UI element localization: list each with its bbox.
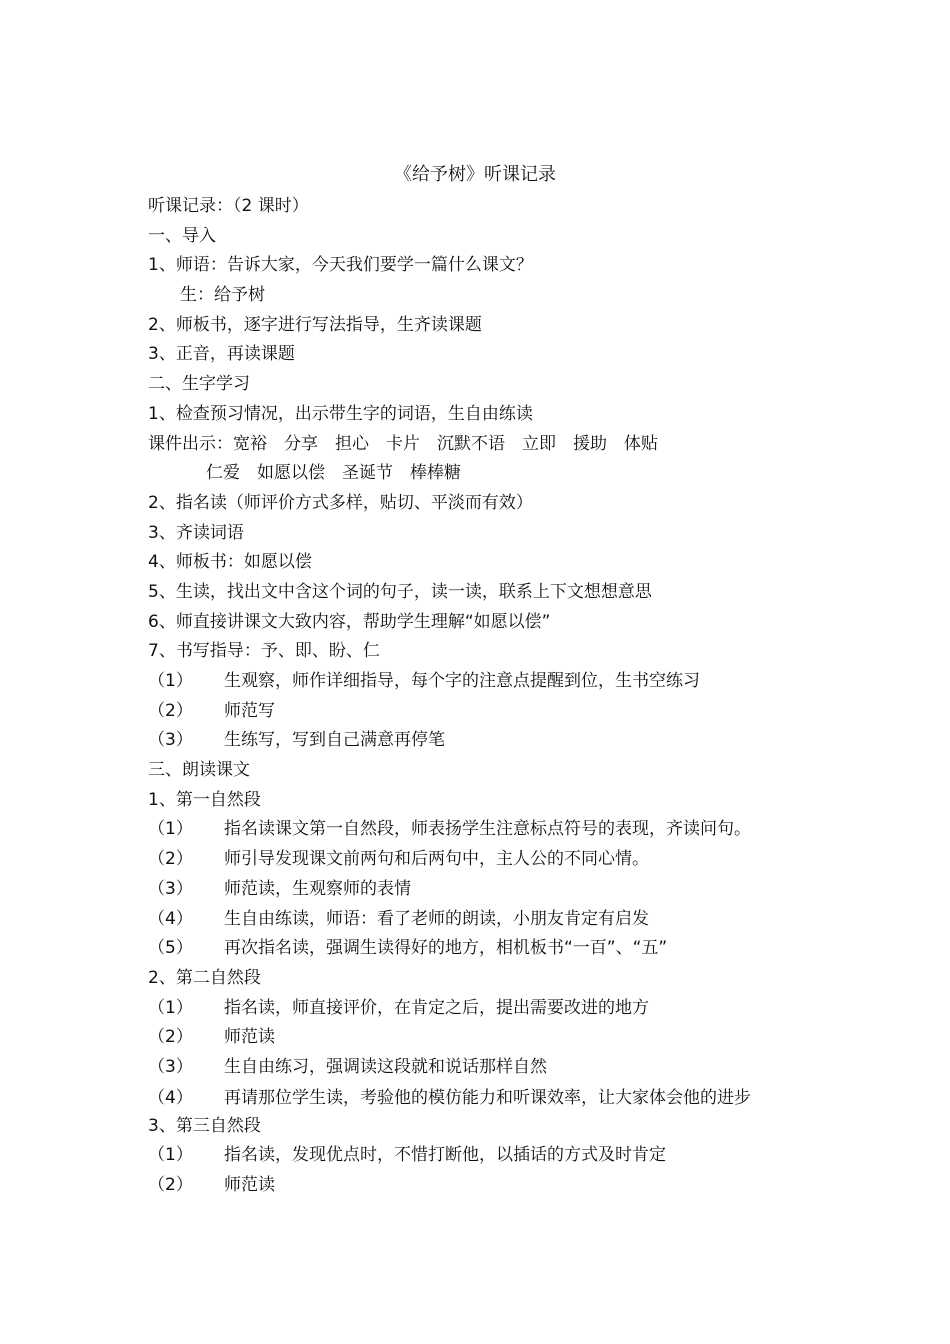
text-line bbox=[148, 786, 828, 816]
text-line bbox=[148, 905, 828, 935]
line-text: 指名读，师直接评价，在肯定之后，提出需要改进的地方 bbox=[224, 997, 649, 1018]
item-number: （3） bbox=[148, 1056, 193, 1077]
item-number: （2） bbox=[148, 849, 193, 870]
text-line bbox=[148, 1171, 828, 1201]
line-text: 3、第三自然段 bbox=[148, 1115, 261, 1136]
text-line bbox=[148, 667, 828, 697]
line-text: 生：给予树 bbox=[180, 285, 265, 306]
text-line bbox=[148, 934, 828, 964]
line-text: 7、书写指导：予、即、盼、仁 bbox=[148, 641, 380, 662]
text-line bbox=[148, 430, 828, 460]
line-text: 一、导入 bbox=[148, 225, 216, 246]
item-number: （4） bbox=[148, 908, 193, 929]
text-line bbox=[148, 608, 828, 638]
line-text: 课件出示：宽裕 分享 担心 卡片 沉默不语 立即 援助 体贴 bbox=[148, 433, 658, 454]
line-text: 仁爱 如愿以偿 圣诞节 棒棒糖 bbox=[206, 463, 461, 484]
line-text: 听课记录：（2 课时） bbox=[148, 196, 309, 216]
line-text: 师范写 bbox=[224, 700, 275, 721]
line-text: 师范读 bbox=[224, 1175, 275, 1195]
line-text: 1、第一自然段 bbox=[148, 789, 261, 810]
text-line bbox=[148, 578, 828, 608]
line-text: 1、检查预习情况，出示带生字的词语，生自由练读 bbox=[148, 403, 533, 424]
line-text: 师范读，生观察师的表情 bbox=[224, 878, 411, 899]
text-line bbox=[148, 756, 828, 786]
line-text: 2、师板书，逐字进行写法指导，生齐读课题 bbox=[148, 314, 482, 335]
text-line bbox=[148, 697, 828, 727]
item-number: （4） bbox=[148, 1087, 193, 1108]
text-line bbox=[148, 1023, 828, 1053]
line-text: 二、生字学习 bbox=[148, 374, 250, 395]
document-title: 《给予树》听课记录 bbox=[394, 164, 556, 185]
item-number: （1） bbox=[148, 671, 193, 691]
line-text: 再请那位学生读，考验他的模仿能力和听课效率，让大家体会他的进步 bbox=[224, 1087, 751, 1108]
line-text: 3、齐读词语 bbox=[148, 522, 244, 543]
text-line bbox=[148, 459, 828, 489]
text-line bbox=[148, 815, 828, 845]
item-number: （5） bbox=[148, 938, 193, 959]
item-number: （3） bbox=[148, 878, 193, 899]
text-line bbox=[148, 726, 828, 756]
text-line bbox=[148, 1053, 828, 1083]
item-number: （1） bbox=[148, 1145, 193, 1166]
text-line bbox=[148, 489, 828, 519]
text-line bbox=[148, 1083, 828, 1112]
item-number: （1） bbox=[148, 819, 193, 840]
line-text: 5、生读，找出文中含这个词的句子，读一读，联系上下文想想意思 bbox=[148, 581, 652, 602]
line-text: 4、师板书：如愿以偿 bbox=[148, 552, 312, 573]
text-line bbox=[148, 964, 828, 994]
text-line bbox=[148, 192, 828, 222]
text-line bbox=[148, 548, 828, 578]
line-text: 生自由练习，强调读这段就和说话那样自然 bbox=[224, 1056, 547, 1077]
line-text: 2、指名读（师评价方式多样，贴切、平淡而有效） bbox=[148, 492, 533, 513]
text-line bbox=[148, 845, 828, 875]
text-line bbox=[148, 281, 828, 311]
item-number: （1） bbox=[148, 997, 193, 1018]
item-number: （2） bbox=[148, 1027, 193, 1048]
line-text: 师引导发现课文前两句和后两句中，主人公的不同心情。 bbox=[224, 849, 649, 870]
text-line bbox=[148, 400, 828, 430]
line-text: 三、朗读课文 bbox=[148, 760, 250, 781]
text-line bbox=[148, 1141, 828, 1171]
line-text: 师范读 bbox=[224, 1027, 275, 1048]
text-line bbox=[148, 222, 828, 252]
item-number: （2） bbox=[148, 1175, 193, 1195]
line-text: 生观察，师作详细指导，每个字的注意点提醒到位，生书空练习 bbox=[224, 671, 700, 691]
text-line bbox=[148, 637, 828, 667]
text-line bbox=[148, 370, 828, 400]
document-body bbox=[148, 192, 828, 1201]
line-text: 2、第二自然段 bbox=[148, 967, 261, 988]
text-line bbox=[148, 340, 828, 370]
text-line bbox=[148, 519, 828, 549]
line-text: 指名读，发现优点时，不惜打断他，以插话的方式及时肯定 bbox=[224, 1145, 666, 1166]
text-line bbox=[148, 311, 828, 341]
text-line bbox=[148, 994, 828, 1024]
line-text: 生练写，写到自己满意再停笔 bbox=[224, 730, 445, 751]
line-text: 1、师语：告诉大家，今天我们要学一篇什么课文？ bbox=[148, 255, 533, 276]
item-number: （2） bbox=[148, 700, 193, 721]
text-line bbox=[148, 251, 828, 281]
item-number: （3） bbox=[148, 730, 193, 751]
line-text: 指名读课文第一自然段，师表扬学生注意标点符号的表现，齐读问句。 bbox=[224, 819, 751, 840]
line-text: 6、师直接讲课文大致内容，帮助学生理解“如愿以偿” bbox=[148, 611, 551, 632]
line-text: 3、正音，再读课题 bbox=[148, 344, 295, 365]
line-text: 再次指名读，强调生读得好的地方，相机板书“一百”、“五” bbox=[224, 938, 668, 959]
line-text: 生自由练读，师语：看了老师的朗读，小朋友肯定有启发 bbox=[224, 908, 649, 929]
text-line bbox=[148, 1112, 828, 1142]
text-line bbox=[148, 875, 828, 905]
